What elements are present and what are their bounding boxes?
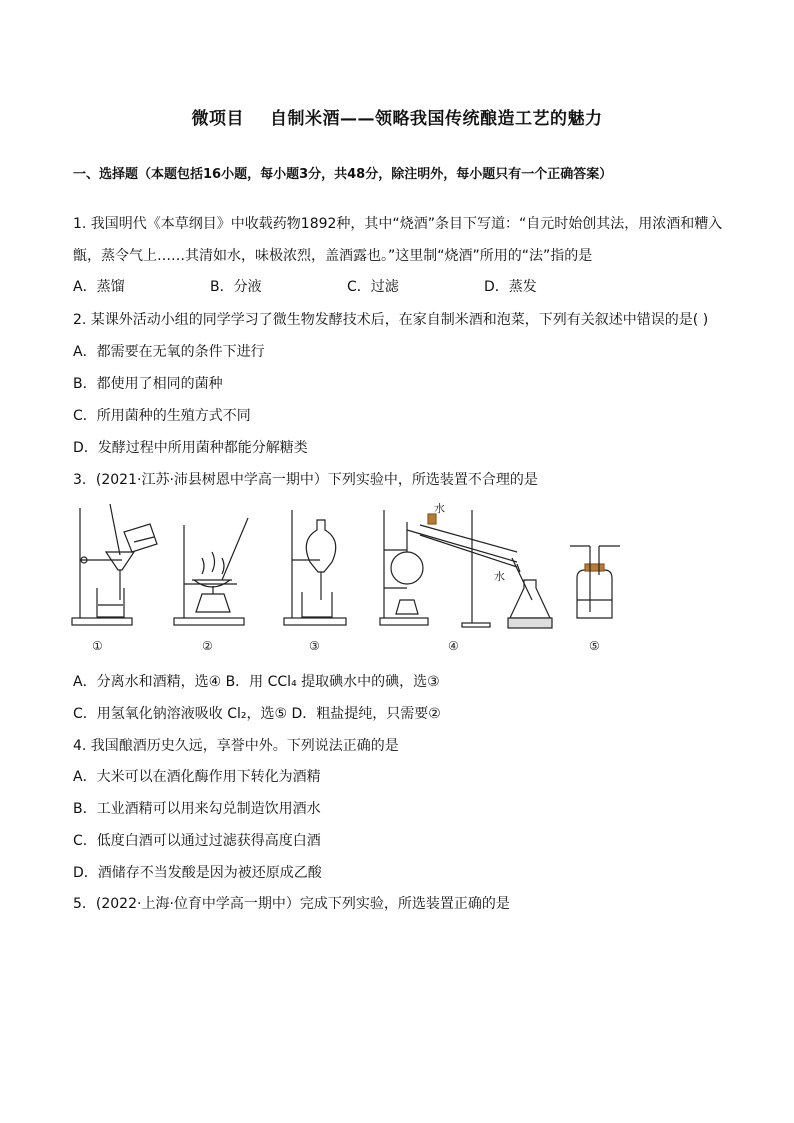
q2-option-a: A．都需要在无氧的条件下进行 xyxy=(73,344,265,360)
figure-label-3: ③ xyxy=(309,639,320,653)
apparatus-figure xyxy=(62,500,622,655)
q1-option-b: B．分液 xyxy=(210,279,262,295)
q1-option-c: C．过滤 xyxy=(347,279,399,295)
q2-option-d: D．发酵过程中所用菌种都能分解糖类 xyxy=(73,440,308,456)
q4-option-b: B．工业酒精可以用来勾兑制造饮用酒水 xyxy=(73,801,321,817)
q3-options-line2: C．用氢氧化钠溶液吸收 Cl₂，选⑤ D．粗盐提纯，只需要② xyxy=(73,706,441,722)
water-in-label: 水 xyxy=(434,502,445,515)
q4-option-c: C．低度白酒可以通过过滤获得高度白酒 xyxy=(73,833,321,849)
q1-stem-line1: 1. 我国明代《本草纲目》中收载药物1892种，其中“烧酒”条目下写道：“自元时始创其法，用浓酒和糟入 xyxy=(73,216,723,232)
figure-label-4: ④ xyxy=(448,639,459,653)
apparatus-1-filtration xyxy=(72,504,157,625)
title-part2: 自制米酒——领略我国传统酿造工艺的魅力 xyxy=(270,109,603,129)
title-part1: 微项目 xyxy=(191,109,244,129)
q4-option-a: A．大米可以在酒化酶作用下转化为酒精 xyxy=(73,769,321,785)
q2-stem: 2. 某课外活动小组的同学学习了微生物发酵技术后，在家自制米酒和泡菜，下列有关叙述中错误的是( ) xyxy=(73,312,709,328)
q1-option-d: D．蒸发 xyxy=(484,279,537,295)
apparatus-2-evaporation xyxy=(174,518,248,625)
q5-stem: 5．(2022·上海·位育中学高一期中）完成下列实验，所选装置正确的是 xyxy=(73,896,510,912)
q3-stem: 3．(2021·江苏·沛县树恩中学高一期中）下列实验中，所选装置不合理的是 xyxy=(73,472,538,488)
apparatus-5-gas-bottle xyxy=(570,546,620,618)
q1-stem-line2: 甑，蒸令气上……其清如水，味极浓烈，盖酒露也。”这里制“烧酒”所用的“法”指的是 xyxy=(73,248,593,264)
q1-options xyxy=(73,276,621,296)
apparatus-3-separatory-funnel xyxy=(284,510,346,625)
page-title xyxy=(0,104,794,129)
figure-label-5: ⑤ xyxy=(589,639,600,653)
water-out-label: 水 xyxy=(494,570,505,583)
figure-label-1: ① xyxy=(92,639,103,653)
q4-option-d: D．酒储存不当发酸是因为被还原成乙酸 xyxy=(73,865,322,881)
q4-stem: 4. 我国酿酒历史久远，享誉中外。下列说法正确的是 xyxy=(73,738,399,754)
q3-options-line1: A．分离水和酒精，选④ B．用 CCl₄ 提取碘水中的碘，选③ xyxy=(73,674,440,690)
q1-option-a: A．蒸馏 xyxy=(73,279,125,295)
apparatus-4-distillation xyxy=(380,501,552,628)
q2-option-c: C．所用菌种的生殖方式不同 xyxy=(73,408,251,424)
section-header: 一、选择题（本题包括16小题，每小题3分，共48分，除注明外，每小题只有一个正确答案） xyxy=(73,167,613,182)
q2-option-b: B．都使用了相同的菌种 xyxy=(73,376,223,392)
figure-label-2: ② xyxy=(202,639,213,653)
